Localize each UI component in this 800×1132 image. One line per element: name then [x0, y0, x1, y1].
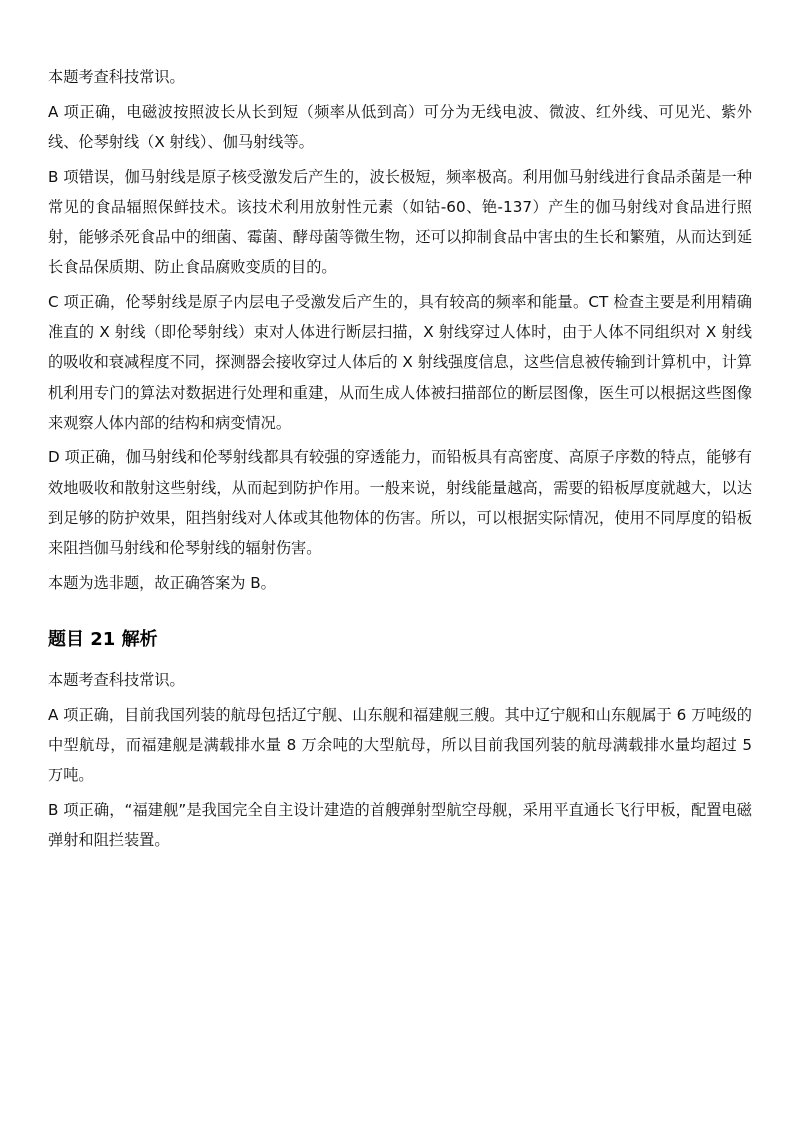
answer-paragraph: 本题为选非题，故正确答案为 B。 [48, 573, 276, 592]
option-b-paragraph: B 项正确，“福建舰”是我国完全自主设计建造的首艘弹射型航空母舰，采用平直通长飞行甲板，配置电磁弹射和阻拦装置。 [48, 800, 752, 849]
option-d-paragraph: D 项正确，伽马射线和伦琴射线都具有较强的穿透能力，而铅板具有高密度、高原子序数的特点，能够有效地吸收和散射这些射线，从而起到防护作用。一般来说，射线能量越高，需要的铅板厚度就越大，以达到足够的防护效果，阻挡射线对人体或其他物体的伤害。所以，可以根据实际情况，使用不同厚度的铅板来阻挡伽马射线和伦琴射线的辐射伤害。 [48, 448, 752, 558]
section-heading: 题目 21 解析 [48, 628, 158, 650]
analysis-section-20 [48, 62, 752, 598]
option-a-paragraph: A 项正确，电磁波按照波长从长到短（频率从低到高）可分为无线电波、微波、红外线、可见光、紫外线、伦琴射线（X 射线）、伽马射线等。 [48, 102, 752, 151]
option-a-paragraph: A 项正确，目前我国列装的航母包括辽宁舰、山东舰和福建舰三艘。其中辽宁舰和山东舰属于 6 万吨级的中型航母，而福建舰是满载排水量 8 万余吨的大型航母，所以目前我国列装的航母满载排水量均超过 5 万吨。 [48, 705, 752, 785]
option-b-paragraph: B 项错误，伽马射线是原子核受激发后产生的，波长极短，频率极高。利用伽马射线进行食品杀菌是一种常见的食品辐照保鲜技术。该技术利用放射性元素（如钴-60、铯-137）产生的伽马射线对食品进行照射，能够杀死食品中的细菌、霉菌、酵母菌等微生物，还可以抑制食品中害虫的生长和繁殖，从而达到延长食品保质期、防止食品腐败变质的目的。 [48, 167, 752, 277]
intro-paragraph: 本题考查科技常识。 [48, 68, 185, 86]
option-c-paragraph: C 项正确，伦琴射线是原子内层电子受激发后产生的，具有较高的频率和能量。CT 检查主要是利用精确准直的 X 射线（即伦琴射线）束对人体进行断层扫描，X 射线穿过人体时，由于人体不同组织对 X 射线的吸收和衰减程度不同，探测器会接收穿过人体后的 X 射线强度信息，这些信息被传输到计算机中，计算机利用专门的算法对数据进行处理和重建，从而生成人体被扫描部位的断层图像，医生可以根据这些图像来观察人体内部的结构和病变情况。 [48, 292, 752, 432]
document-page [48, 62, 752, 860]
analysis-section-21 [48, 628, 752, 855]
intro-paragraph: 本题考查科技常识。 [48, 670, 185, 689]
